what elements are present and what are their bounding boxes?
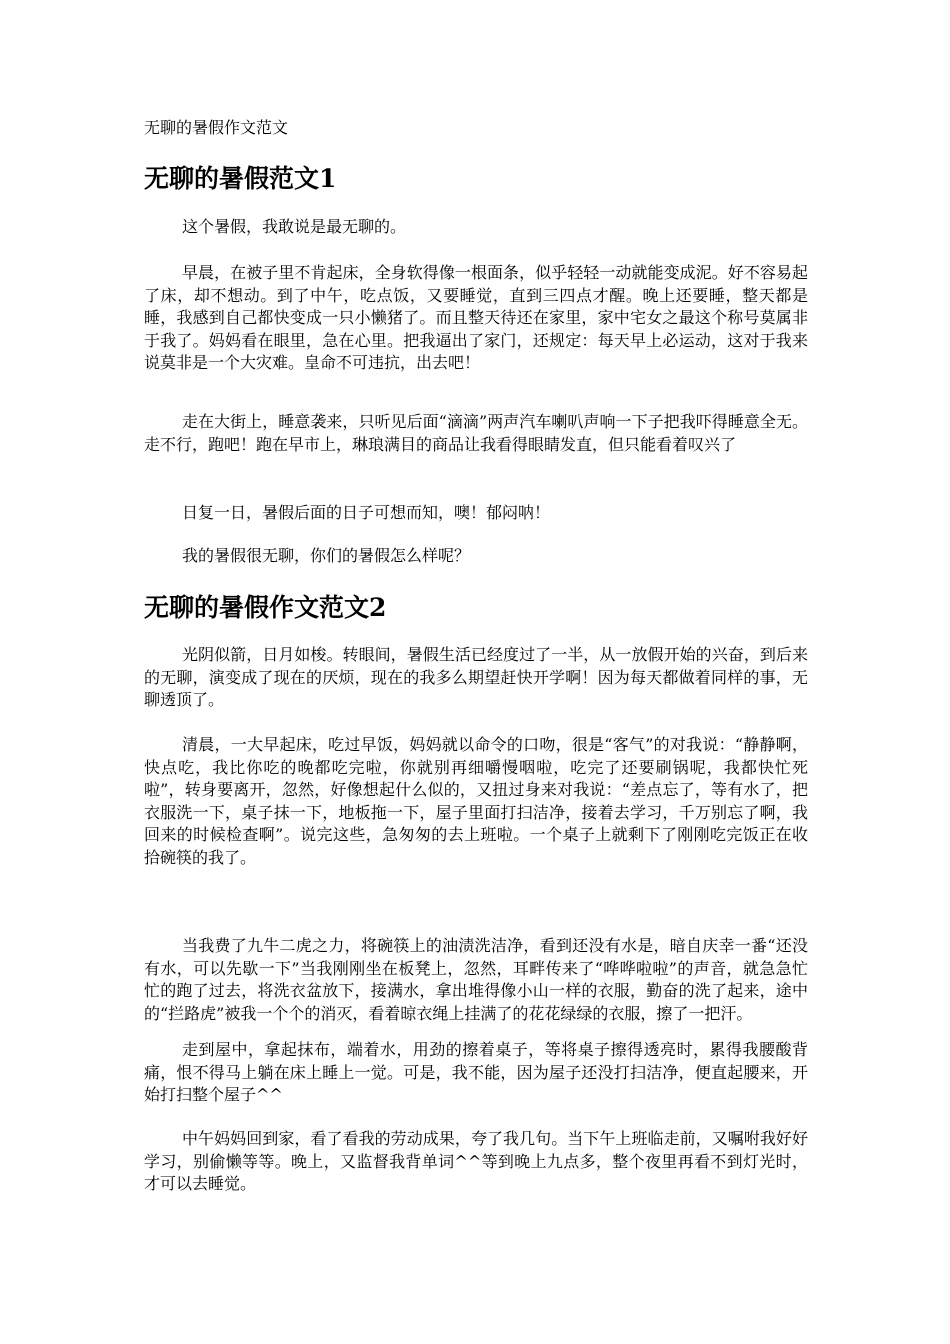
paragraph: 当我费了九牛二虎之力，将碗筷上的油渍洗洁净，看到还没有水是，暗自庆幸一番“还没有水，可以先歇一下”当我刚刚坐在板凳上，忽然，耳畔传来了“哗哗啦啦”的声音，就急急忙忙的跑了过去，将洗衣盆放下，接满水，拿出堆得像小山一样的衣服，勤奋的洗了起来，途中的“拦路虎”被我一个个的消灭，看着晾衣绳上挂满了的花花绿绿的衣服，擦了一把汗。	[144, 936, 808, 1023]
paragraph: 走在大街上，睡意袭来，只听见后面“滴滴”两声汽车喇叭声响一下子把我吓得睡意全无。走不行，跑吧！跑在早市上，琳琅满目的商品让我看得眼睛发直，但只能看着叹兴了	[144, 412, 808, 454]
paragraph: 日复一日，暑假后面的日子可想而知，噢！郁闷呐！	[182, 503, 551, 522]
document-title: 无聊的暑假作文范文	[144, 118, 289, 137]
section-heading-1: 无聊的暑假范文1	[144, 164, 337, 193]
paragraph: 早晨，在被子里不肯起床，全身软得像一根面条，似乎轻轻一动就能变成泥。好不容易起了床，却不想动。到了中午，吃点饭，又要睡觉，直到三四点才醒。晚上还要睡，整天都是睡，我感到自己都快变成一只小懒猪了。而且整天待还在家里，家中宅女之最这个称号莫属非于我了。妈妈看在眼里，急在心里。把我逼出了家门，还规定：每天早上必运动，这对于我来说莫非是一个大灾难。皇命不可违抗，出去吧！	[144, 263, 808, 372]
paragraph: 光阴似箭，日月如梭。转眼间，暑假生活已经度过了一半，从一放假开始的兴奋，到后来的无聊，演变成了现在的厌烦，现在的我多么期望赶快开学啊！因为每天都做着同样的事，无聊透顶了。	[144, 645, 808, 709]
paragraph: 这个暑假，我敢说是最无聊的。	[182, 217, 407, 236]
section-heading-2: 无聊的暑假作文范文2	[144, 593, 387, 622]
paragraph: 走到屋中，拿起抹布，端着水，用劲的擦着桌子，等将桌子擦得透亮时，累得我腰酸背痛，恨不得马上躺在床上睡上一觉。可是，我不能，因为屋子还没打扫洁净，便直起腰来，开始打扫整个屋子^^	[144, 1040, 808, 1104]
paragraph: 清晨，一大早起床，吃过早饭，妈妈就以命令的口吻，很是“客气”的对我说：“静静啊，快点吃，我比你吃的晚都吃完啦，你就别再细嚼慢咽啦，吃完了还要刷锅呢，我都快忙死啦”，转身要离开，忽然，好像想起什么似的，又扭过身来对我说：“差点忘了，等有水了，把衣服洗一下，桌子抹一下，地板拖一下，屋子里面打扫洁净，接着去学习，千万别忘了啊，我回来的时候检查啊”。说完这些，急匆匆的去上班啦。一个桌子上就剩下了刚刚吃完饭正在收拾碗筷的我了。	[144, 735, 808, 867]
paragraph: 中午妈妈回到家，看了看我的劳动成果，夸了我几句。当下午上班临走前，又嘱咐我好好学习，别偷懒等等。晚上，又监督我背单词^^等到晚上九点多，整个夜里再看不到灯光时，才可以去睡觉。	[144, 1129, 808, 1193]
paragraph: 我的暑假很无聊，你们的暑假怎么样呢？	[182, 546, 471, 565]
